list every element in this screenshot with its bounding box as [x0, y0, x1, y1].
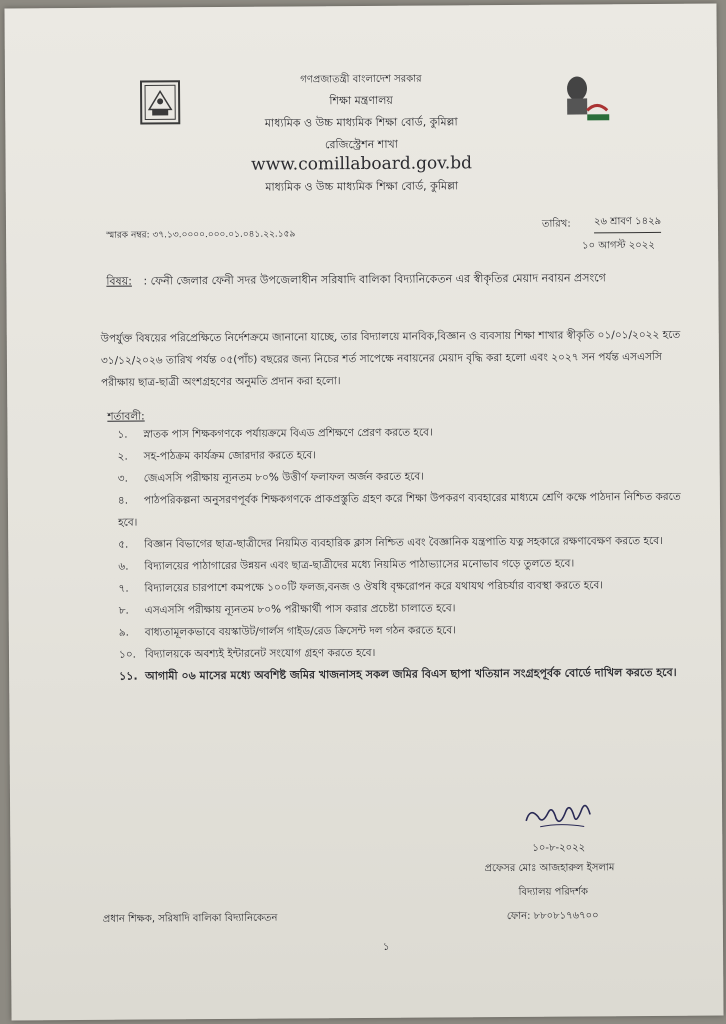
term-item: ৭. বিদ্যালয়ের চারপাশে কমপক্ষে ১০০টি ফলজ,বনজ ও ঔষধি বৃক্ষরোপন করে যথাযথ পরিচর্যার ব্যবস্থা করতে হবে। [118, 579, 604, 595]
subject-text: : ফেনী জেলার ফেনী সদর উপজেলাধীন সরিষাদি বালিকা বিদ্যানিকেতন এর স্বীকৃতির মেয়াদ নবায়ন প্রসংগে [143, 271, 606, 288]
header-ministry: শিক্ষা মন্ত্রণালয় [329, 93, 393, 108]
term-item: ৯. বাধ্যতামূলকভাবে বয়স্কাউট/গার্লস গাইড/রেড ক্রিসেন্ট দল গঠন করতে হবে। [118, 624, 456, 639]
signature-date: ১০-৮-২০২২ [532, 842, 586, 854]
subject [106, 268, 676, 292]
body-paragraph: উপর্যুক্ত বিষয়ের পরিপ্রেক্ষিতে নির্দেশক্রমে জানানো যাচ্ছে, তার বিদ্যালয়ে মানবিক,বিজ্ঞান ও ব্যবসায় শিক্ষা শাখার স্বীকৃতি ০১/০১/২০২২ হতে ৩১/১২/২০২৬ তারিখ পর্যন্ত ০৫(পাঁচ) বছরের জন্য নিচের শর্ত সাপেক্ষে নবায়নের মেয়াদ বৃদ্ধি করা হলো এবং ২০২৭ সন পর্যন্ত এসএসসি পরীক্ষায় ছাত্র-ছাত্রী অংশগ্রহণের অনুমতি প্রদান করা হলো। [100, 328, 681, 389]
subject-label: বিষয়: [106, 274, 132, 288]
signature-icon [520, 794, 600, 835]
header-url: www.comillaboard.gov.bd [251, 153, 473, 175]
term-item: ৮. এসএসসি পরীক্ষায় ন্যূনতম ৮০% পরীক্ষার্থী পাস করার প্রচেষ্টা চালাতে হবে। [118, 602, 456, 617]
recipient: প্রধান শিক্ষক, সরিষাদি বালিকা বিদ্যানিকেতন [102, 912, 278, 925]
term-item: ১০. বিদ্যালয়কে অবশ্যই ইন্টারনেট সংযোগ গ্রহণ করতে হবে। [118, 646, 376, 661]
terms-list [117, 420, 689, 688]
signatory-title: বিদ্যালয় পরিদর্শক [518, 886, 589, 898]
term-item: ৪. পাঠপরিকল্পনা অনুসরণপূর্বক শিক্ষকগণকে প্রাকপ্রস্তুতি গ্রহণ করে শিক্ষা উপকরণ ব্যবহারের মাধ্যমে শ্রেণি কক্ষে পাঠদান নিশ্চিত করতে হবে। [117, 490, 681, 529]
term-item: ১১. আগামী ০৬ মাসের মধ্যে অবশিষ্ট জমির খাজনাসহ সকল জমির বিএস ছাপা খতিয়ান সংগ্রহপূর্বক বোর্ডে দাখিল করতে হবে। [119, 665, 677, 683]
date-english: ১০ আগস্ট ২০২২ [582, 239, 655, 252]
term-item: ৩. জেএসসি পরীক্ষায় ন্যূনতম ৮০% উত্তীর্ণ ফলাফল অর্জন করতে হবে। [117, 470, 424, 485]
term-item: ৬. বিদ্যালয়ের পাঠাগারের উন্নয়ন এবং ছাত্র-ছাত্রীদের মধ্যে নিয়মিত পাঠাভ্যাসের মনোভাব গড়ে তুলতে হবে। [118, 557, 575, 573]
terms-heading: শর্তাবলী: [107, 410, 145, 423]
date-label: তারিখ: [541, 218, 571, 230]
document-page [4, 4, 723, 1021]
term-item: ৫. বিজ্ঞান বিভাগের ছাত্র-ছাত্রীদের নিয়মিত ব্যবহারিক ক্লাস নিশ্চিত এবং বৈজ্ঞানিক যন্ত্রপাতি যত্ন সহকারে রক্ষণাবেক্ষণ করতে হবে। [118, 534, 663, 551]
header-government: গণপ্রজাতন্ত্রী বাংলাদেশ সরকার [300, 73, 422, 86]
header-board-repeat: মাধ্যমিক ও উচ্চ মাধ্যমিক শিক্ষা বোর্ড, কুমিল্লা [265, 179, 459, 194]
header-branch: রেজিস্ট্রেশন শাখা [324, 137, 398, 152]
date-bangla: ২৬ শ্রাবণ ১৪২৯ [594, 214, 661, 233]
memo-number: স্মারক নম্বর: ৩৭.১৩.০০০০.০০০.০১.০৪১.২২.১৫৯ [106, 229, 296, 241]
term-item: ২. সহ-পাঠক্রম কার্যক্রম জোরদার করতে হবে। [117, 449, 317, 463]
page-number: ১ [383, 941, 390, 953]
signatory-phone: ফোন: ৮৮০৮১৭৬৭০০ [506, 910, 599, 923]
signatory-name: প্রফেসর মোঃ আজহারুল ইসলাম [484, 862, 615, 875]
term-item: ১. স্নাতক পাস শিক্ষকগণকে পর্যায়ক্রমে বিএড প্রশিক্ষণে প্রেরণ করতে হবে। [117, 426, 433, 441]
header-board: মাধ্যমিক ও উচ্চ মাধ্যমিক শিক্ষা বোর্ড, কুমিল্লা [264, 115, 458, 130]
